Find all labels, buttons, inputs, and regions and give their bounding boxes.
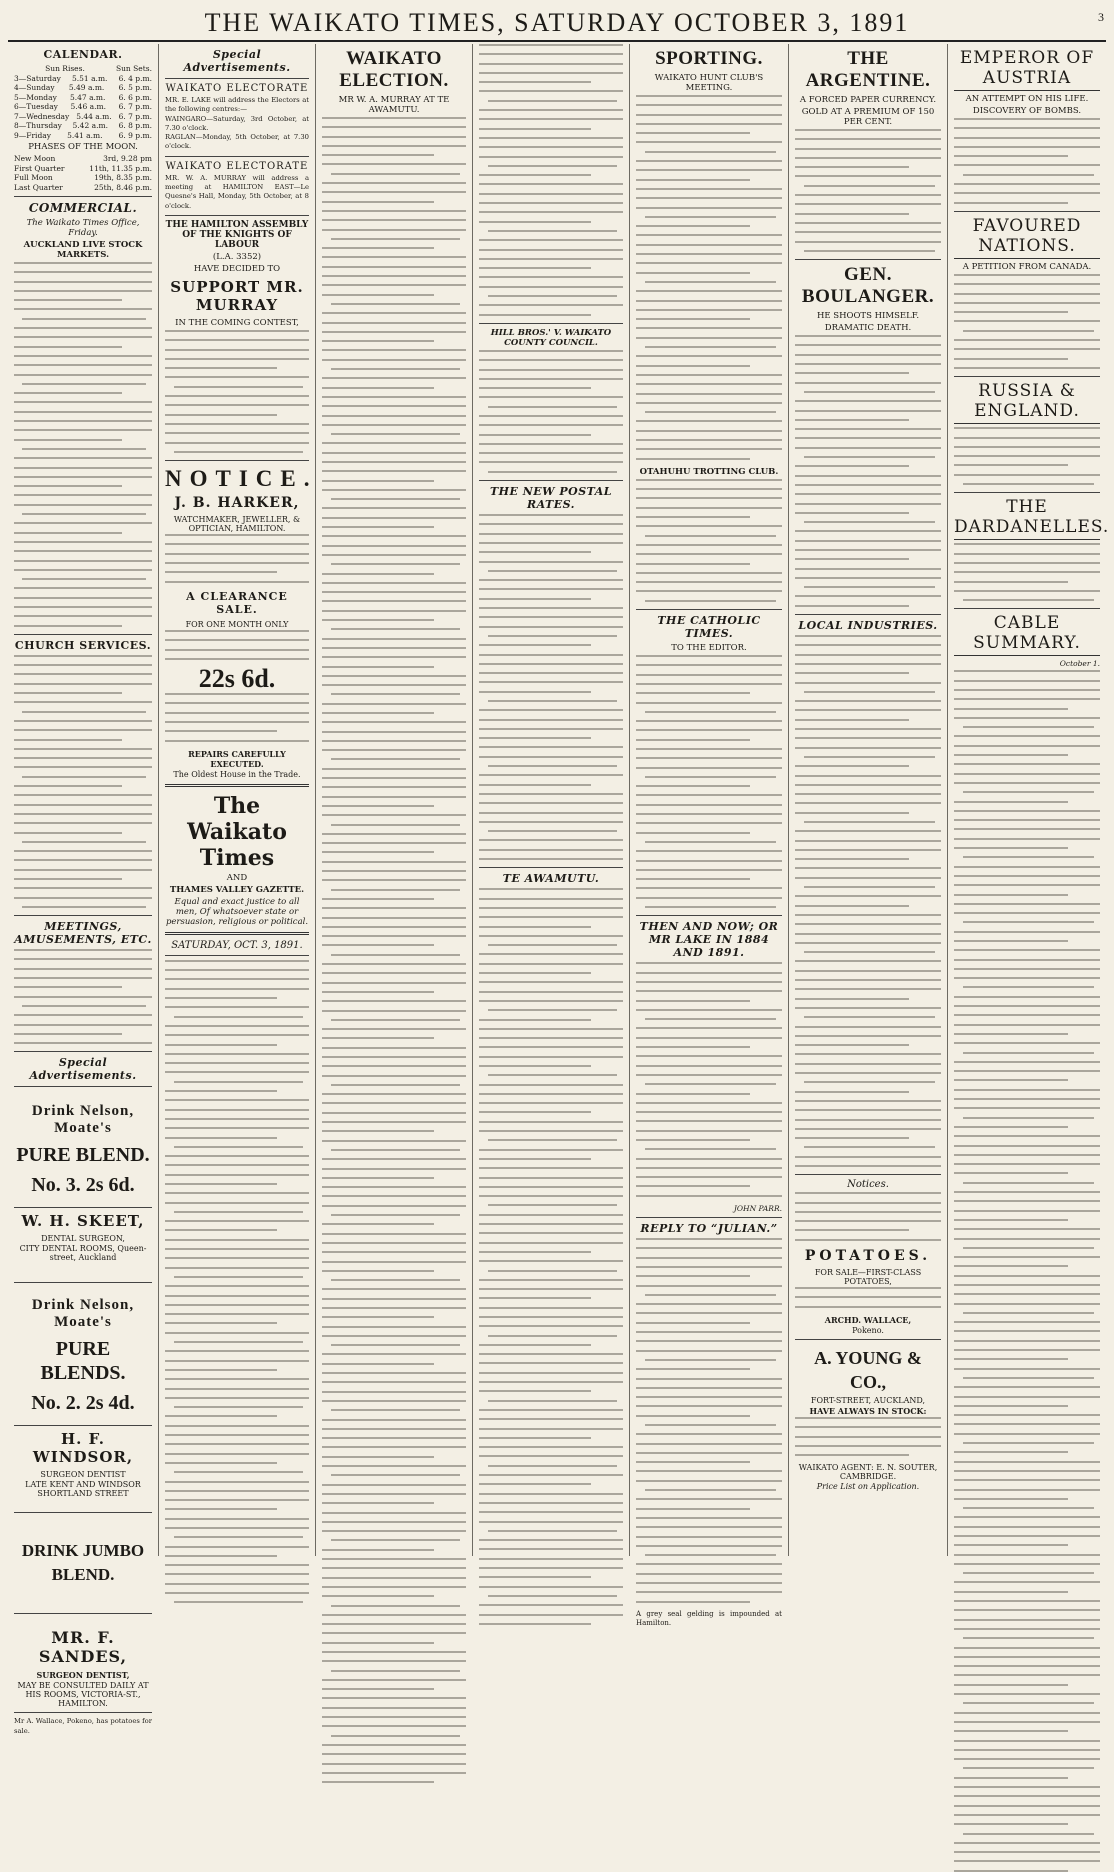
young-address: FORT-STREET, AUCKLAND, xyxy=(810,1395,926,1405)
editorial-text xyxy=(165,960,309,1603)
calendar-row: 8—Thursday 5.42 a.m. 6. 8 p.m. xyxy=(14,121,152,130)
ad-windsor-address: LATE KENT AND WINDSOR SHORTLAND STREET xyxy=(25,1480,141,1499)
calendar-row: 5—Monday 5.47 a.m. 6. 6 p.m. xyxy=(14,92,152,102)
ad-sandes-name: MR. F. SANDES, xyxy=(38,1628,128,1667)
ad-skeet-title: DENTAL SURGEON, xyxy=(41,1234,125,1244)
boulanger-text xyxy=(795,335,941,607)
petition-canada-subheading: A PETITION FROM CANADA. xyxy=(962,261,1092,272)
column-7 xyxy=(948,44,1110,1556)
calendar-row: 4—Sunday 5.49 a.m. 6. 5 p.m. xyxy=(14,83,152,92)
support-subtitle: IN THE COMING CONTEST, xyxy=(175,317,299,328)
ad-skeet-address: CITY DENTAL ROOMS, Queen-street, Auckland xyxy=(19,1244,147,1263)
young-stock: HAVE ALWAYS IN STOCK: xyxy=(809,1405,927,1416)
notices-heading: Notices. xyxy=(847,1179,889,1191)
ad-pure-blend: PURE BLEND. xyxy=(16,1144,150,1167)
commercial-heading: COMMERCIAL. xyxy=(28,201,138,215)
column-2 xyxy=(159,44,316,1556)
russia-england-heading: RUSSIA & ENGLAND. xyxy=(954,381,1100,424)
column-5 xyxy=(630,44,789,1628)
church-services-heading: CHURCH SERVICES. xyxy=(14,638,152,652)
ad-windsor-name: H. F. WINDSOR, xyxy=(32,1430,134,1467)
potatoes-sub: FOR SALE—FIRST-CLASS POTATOES, xyxy=(814,1268,922,1287)
price-22s-6d: 22s 6d. xyxy=(198,664,276,694)
support-murray: SUPPORT MR. MURRAY xyxy=(170,277,304,314)
calendar-rows xyxy=(14,74,152,141)
ad-nelson-moate-line1: Drink Nelson, Moate's xyxy=(31,1103,135,1137)
moon-row: First Quarter 11th, 11.35 p.m. xyxy=(14,163,152,173)
hunt-club-subheading: WAIKATO HUNT CLUB'S MEETING. xyxy=(654,73,764,93)
moon-phases-heading: PHASES OF THE MOON. xyxy=(28,142,138,152)
young-co-heading: A. YOUNG & CO., xyxy=(814,1347,922,1392)
clearance-sale: A CLEARANCE SALE. xyxy=(186,589,288,616)
paper-subtitle: THAMES VALLEY GAZETTE. xyxy=(169,884,305,895)
column-4 xyxy=(473,44,630,1556)
electorate-date-1: WAINGARO—Saturday, 3rd October, at 7.30 o'clock. xyxy=(165,114,309,132)
wallace-note: Mr A. Wallace, Pokeno, has potatoes for sale. xyxy=(14,1717,152,1735)
paper-and: AND xyxy=(226,872,248,883)
sporting-text xyxy=(636,95,782,460)
ad-nelson-moate-line1b: Drink Nelson, Moate's xyxy=(31,1297,135,1331)
harker-text xyxy=(165,534,309,582)
harker-name: J. B. HARKER, xyxy=(174,495,300,512)
argentine-text xyxy=(795,129,941,252)
hill-bros-heading: HILL BROS.' V. WAIKATO COUNTY COUNCIL. xyxy=(490,327,612,348)
sporting-heading: SPORTING. xyxy=(655,48,763,69)
calendar-col-sunrise: Sun Rises. xyxy=(45,64,85,73)
clearance-subtitle: FOR ONE MONTH ONLY xyxy=(185,619,289,629)
meetings-heading: MEETINGS, AMUSEMENTS, ETC. xyxy=(14,920,152,947)
russia-text xyxy=(954,427,1100,485)
emperor-austria-heading: EMPEROR OF AUSTRIA xyxy=(954,48,1100,91)
moon-row: Full Moon 19th, 8.35 p.m. xyxy=(14,173,152,182)
favoured-text xyxy=(954,274,1100,369)
wallace-place: Pokeno. xyxy=(852,1325,884,1335)
harker-subtitle: WATCHMAKER, JEWELLER, & OPTICIAN, HAMILTON. xyxy=(173,515,301,534)
ad-skeet-name: W. H. SKEET, xyxy=(21,1212,145,1231)
calendar-row: 7—Wednesday 5.44 a.m. 6. 7 p.m. xyxy=(14,111,152,121)
repairs-line: REPAIRS CAREFULLY EXECUTED. xyxy=(188,748,286,769)
then-and-now-heading: THEN AND NOW; OR MR LAKE IN 1884 AND 1891. xyxy=(639,920,779,960)
church-services-text xyxy=(14,655,152,908)
calendar-row: 9—Friday 5.41 a.m. 6. 9 p.m. xyxy=(14,130,152,140)
meetings-text xyxy=(14,949,152,1044)
cable-summary-heading: CABLE SUMMARY. xyxy=(954,613,1100,656)
john-parr-signature: JOHN PARR. xyxy=(733,1204,782,1214)
young-agent: WAIKATO AGENT: E. N. SOUTER, CAMBRIDGE. xyxy=(798,1463,938,1482)
wallace-name: ARCHD. WALLACE, xyxy=(824,1314,912,1325)
postal-rates-heading: THE NEW POSTAL RATES. xyxy=(489,485,613,512)
ad-windsor-title: SURGEON DENTIST xyxy=(40,1470,126,1480)
electorate-heading-1: WAIKATO ELECTORATE xyxy=(165,83,309,94)
notices-text xyxy=(795,1192,941,1240)
reply-text xyxy=(636,1238,782,1603)
catholic-times-heading: THE CATHOLIC TIMES. xyxy=(657,614,761,641)
column-1 xyxy=(8,44,159,1735)
moon-row: Last Quarter 25th, 8.46 p.m. xyxy=(14,182,152,192)
ad-sandes-body: MAY BE CONSULTED DAILY AT HIS ROOMS, VICTORIA-ST., HAMILTON. xyxy=(17,1681,149,1709)
masthead xyxy=(8,6,1106,42)
cable-summary-text xyxy=(954,670,1100,1871)
calendar-header-row xyxy=(14,64,152,74)
calendar-heading: CALENDAR. xyxy=(43,48,123,61)
bombs-subheading: DISCOVERY OF BOMBS. xyxy=(972,106,1082,116)
notice-heading: NOTICE. xyxy=(165,466,318,492)
clearance-text xyxy=(165,630,309,660)
waikato-election-heading: WAIKATO ELECTION. xyxy=(339,48,449,91)
livestock-heading: AUCKLAND LIVE STOCK MARKETS. xyxy=(23,240,143,260)
attempt-life-subheading: AN ATTEMPT ON HIS LIFE. xyxy=(965,94,1089,104)
ad-sandes-title: SURGEON DENTIST, xyxy=(36,1670,130,1681)
postal-rates-text xyxy=(479,514,623,860)
young-price-list: Price List on Application. xyxy=(816,1482,920,1492)
calendar-row: 6—Tuesday 5.46 a.m. 6. 7 p.m. xyxy=(14,102,152,111)
knights-text xyxy=(165,330,309,453)
te-awamutu-text xyxy=(479,888,623,1624)
calendar-row: 3—Saturday 5.51 a.m. 6. 4 p.m. xyxy=(14,73,152,83)
boulanger-subheading-2: DRAMATIC DEATH. xyxy=(824,323,912,334)
electorate-heading-2: WAIKATO ELECTORATE xyxy=(165,160,309,172)
murray-te-awamutu-subheading: MR W. A. MURRAY AT TE AWAMUTU. xyxy=(338,95,450,115)
watch-text xyxy=(165,693,309,741)
potatoes-text xyxy=(795,1287,941,1308)
te-awamutu-heading: TE AWAMUTU. xyxy=(502,872,600,886)
cable-date-1: October 1. xyxy=(1059,659,1100,669)
paper-currency-subheading: A FORCED PAPER CURRENCY. xyxy=(799,95,937,105)
knights-of-labour-heading: THE HAMILTON ASSEMBLY OF THE KNIGHTS OF LABOUR xyxy=(165,219,309,250)
boulanger-heading: GEN. BOULANGER. xyxy=(801,264,935,308)
argentine-heading: THE ARGENTINE. xyxy=(805,48,931,91)
impound-notice: A grey seal gelding is impounded at Hamilton. xyxy=(636,1609,782,1628)
potatoes-heading: POTATOES. xyxy=(804,1248,932,1265)
then-now-text xyxy=(636,962,782,1196)
newspaper-columns xyxy=(8,44,1110,1735)
dardanelles-text xyxy=(954,543,1100,601)
special-ads-heading: Special Advertisements. xyxy=(29,1056,137,1083)
electorate-body-2: MR. W. A. MURRAY will address a meeting at HAMILTON EAST—Le Quesne's Hall, Monday, 5th October, at 8 o'clock. xyxy=(165,173,309,210)
livestock-article-text xyxy=(14,262,152,627)
ad-no3-price: No. 3. 2s 6d. xyxy=(31,1174,135,1197)
electorate-body-1: MR. E. LAKE will address the Electors at the following centres:— xyxy=(165,96,309,114)
paper-motto: Equal and exact justice to all men, Of whatsoever state or persuasion, religious or political. xyxy=(165,896,309,927)
favoured-nations-heading: FAVOURED NATIONS. xyxy=(954,216,1100,259)
election-article-text xyxy=(322,117,466,1783)
ad-pure-blends: PURE BLENDS. xyxy=(40,1338,126,1385)
dateline: SATURDAY, OCT. 3, 1891. xyxy=(171,939,303,951)
to-the-editor-1: TO THE EDITOR. xyxy=(671,643,747,654)
special-ads-heading-2: Special Advertisements. xyxy=(183,48,291,74)
newspaper-masthead-title: THE WAIKATO TIMES, SATURDAY OCTOBER 3, 1891 xyxy=(204,8,910,37)
paper-nameplate: The Waikato Times xyxy=(187,792,287,871)
local-industries-heading: LOCAL INDUSTRIES. xyxy=(798,619,938,633)
otahuhu-heading: OTAHUHU TROTTING CLUB. xyxy=(639,466,779,477)
boulanger-subheading: HE SHOOTS HIMSELF. xyxy=(816,311,920,322)
electorate-date-2: RAGLAN—Monday, 5th October, at 7.30 o'clock. xyxy=(165,133,309,151)
knights-decided: HAVE DECIDED TO xyxy=(193,263,281,274)
austria-text xyxy=(954,118,1100,204)
knights-number: (L.A. 3352) xyxy=(212,251,262,262)
local-industries-text xyxy=(795,635,941,1167)
gold-premium-subheading: GOLD AT A PREMIUM OF 150 PER CENT. xyxy=(801,107,935,127)
moon-row: New Moon 3rd, 9.28 pm xyxy=(14,154,152,163)
dardanelles-heading: THE DARDANELLES. xyxy=(954,497,1100,540)
otahuhu-text xyxy=(636,479,782,602)
ad-no2-price: No. 2. 2s 4d. xyxy=(31,1392,135,1415)
hill-bros-text xyxy=(479,350,623,473)
column4-top-text xyxy=(479,44,623,316)
oldest-house: The Oldest House in the Trade. xyxy=(173,769,301,779)
page-number: 3 xyxy=(1098,10,1104,24)
catholic-text xyxy=(636,655,782,908)
young-text xyxy=(795,1417,941,1456)
column-3 xyxy=(316,44,473,1556)
commercial-subheading: The Waikato Times Office, Friday. xyxy=(26,218,140,238)
column-6 xyxy=(789,44,948,1556)
ad-jumbo-blend: DRINK JUMBO BLEND. xyxy=(21,1541,145,1585)
calendar-col-sunset: Sun Sets. xyxy=(115,64,152,73)
reply-to-julian-heading: REPLY TO “JULIAN.” xyxy=(640,1222,778,1236)
